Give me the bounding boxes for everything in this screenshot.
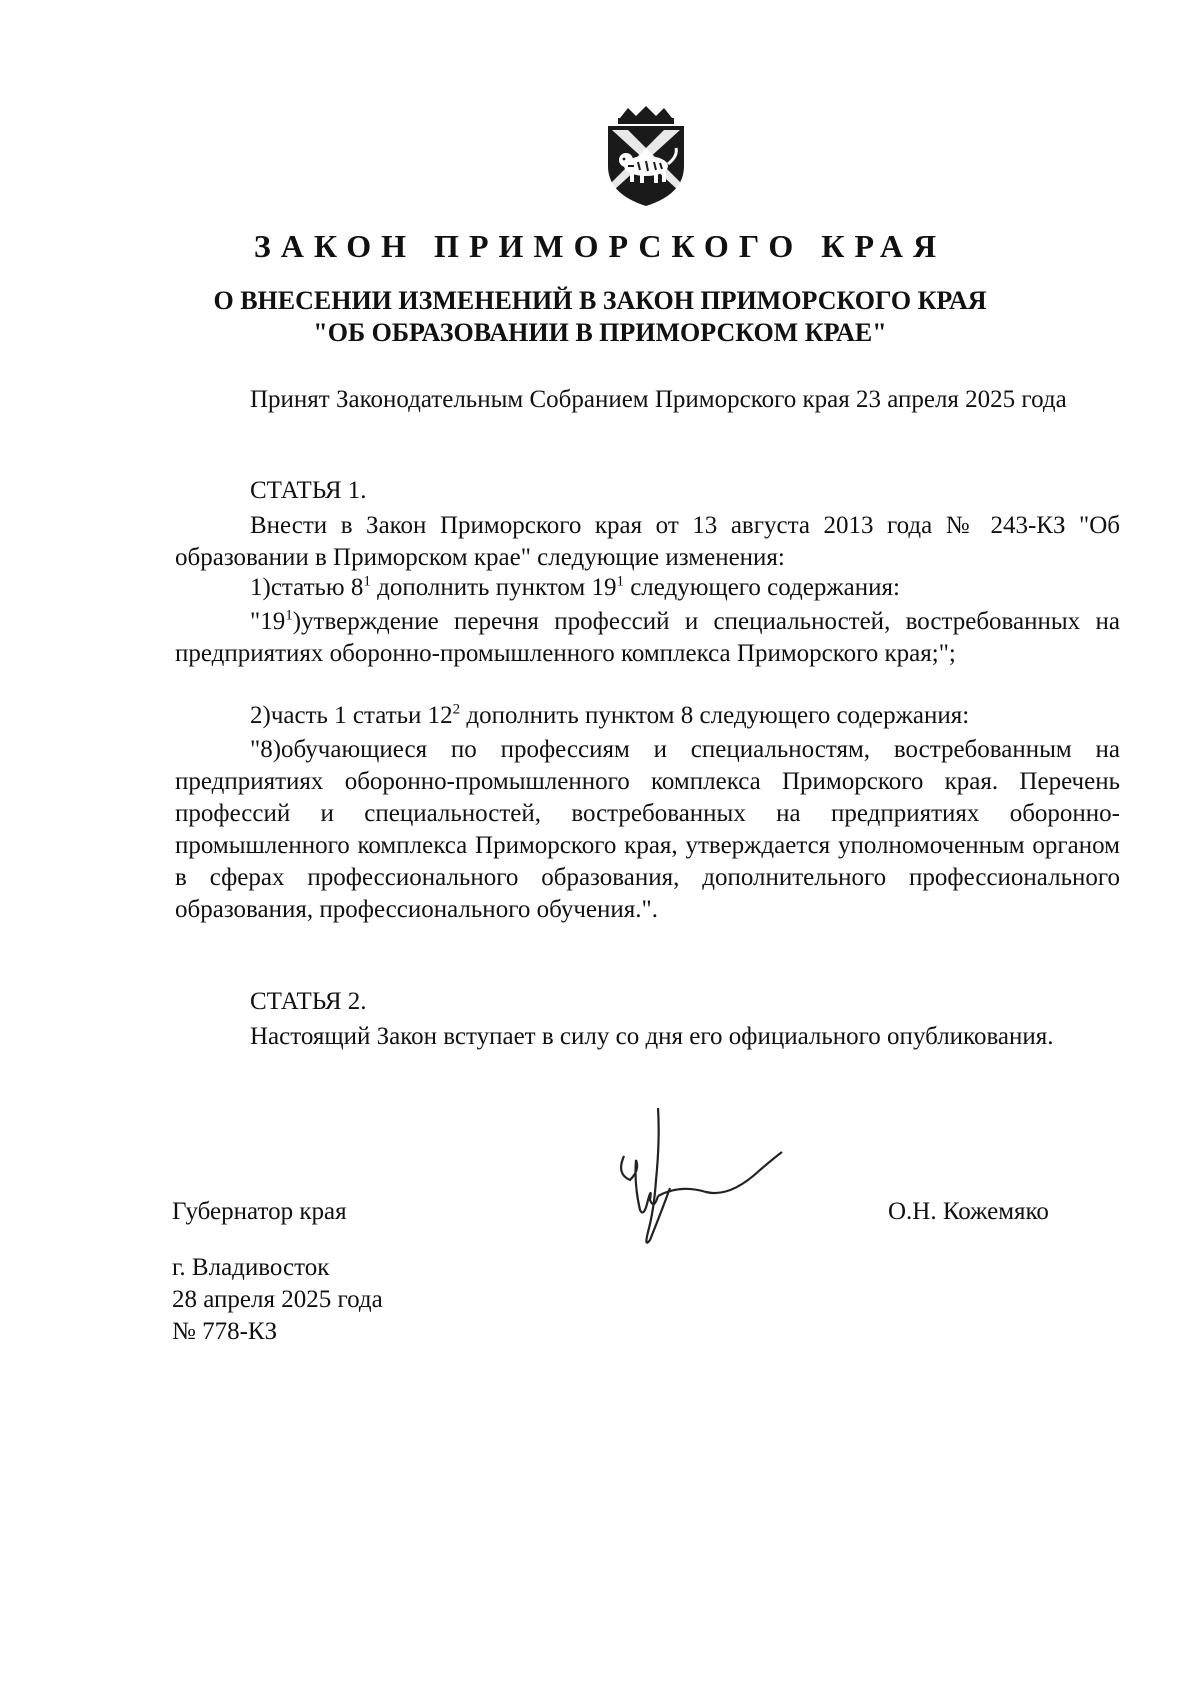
article1-quote1: "$19^1)утверждение$ перечня профессий и специальностей, востребованных на предприятиях оборонно-промышленного комплекса Приморского края;"; xyxy=(175,607,1120,667)
document-subtitle-line1: О ВНЕСЕНИИ ИЗМЕНЕНИЙ В ЗАКОН ПРИМОРСКОГО КРАЯ xyxy=(213,286,987,315)
document-subtitle-line2: "ОБ ОБРАЗОВАНИИ В ПРИМОРСКОМ КРАЕ" xyxy=(313,318,887,347)
article1-quote2: "8)обучающиеся по профессиям и специальностям, востребованным на предприятиях оборонно-промышленного комплекса Приморского края. Перечень профессий и специальностей, востребованных на предприятиях оборонно-промышленного комплекса Приморского края, утверждается уполномоченным органом в сферах профессионального образования, дополнительного профессионального образования, профессионального обучения.". xyxy=(175,736,1120,923)
signature-image xyxy=(610,1100,810,1250)
signing-place: г. Владивосток xyxy=(172,1254,330,1281)
adoption-statement: Принят Законодательным Собранием Приморского края 23 апреля 2025 года xyxy=(250,386,1067,413)
signatory-position: Губернатор края xyxy=(172,1198,347,1225)
article2-text: Настоящий Закон вступает в силу со дня его официального опубликования. xyxy=(250,1023,1054,1050)
article1-item1: 1)статью $8^1$ дополнить пунктом $19^1$ следующего содержания: xyxy=(250,573,900,601)
article2-heading: СТАТЬЯ 2. xyxy=(250,988,367,1015)
coat-of-arms-icon xyxy=(598,104,694,208)
signatory-name: О.Н. Кожемяко xyxy=(888,1198,1049,1225)
signing-date: 28 апреля 2025 года xyxy=(172,1286,383,1313)
article1-item2: 2)часть 1 статьи $12^2$ дополнить пунктом 8 следующего содержания: xyxy=(250,701,970,729)
document-title: ЗАКОН ПРИМОРСКОГО КРАЯ xyxy=(253,228,947,264)
article1-heading: СТАТЬЯ 1. xyxy=(250,477,367,504)
law-number: № 778-КЗ xyxy=(172,1318,278,1345)
article1-intro: Внести в Закон Приморского края от 13 августа 2013 года № 243-КЗ "Об образовании в Приморском крае" следующие изменения: xyxy=(175,512,1120,571)
